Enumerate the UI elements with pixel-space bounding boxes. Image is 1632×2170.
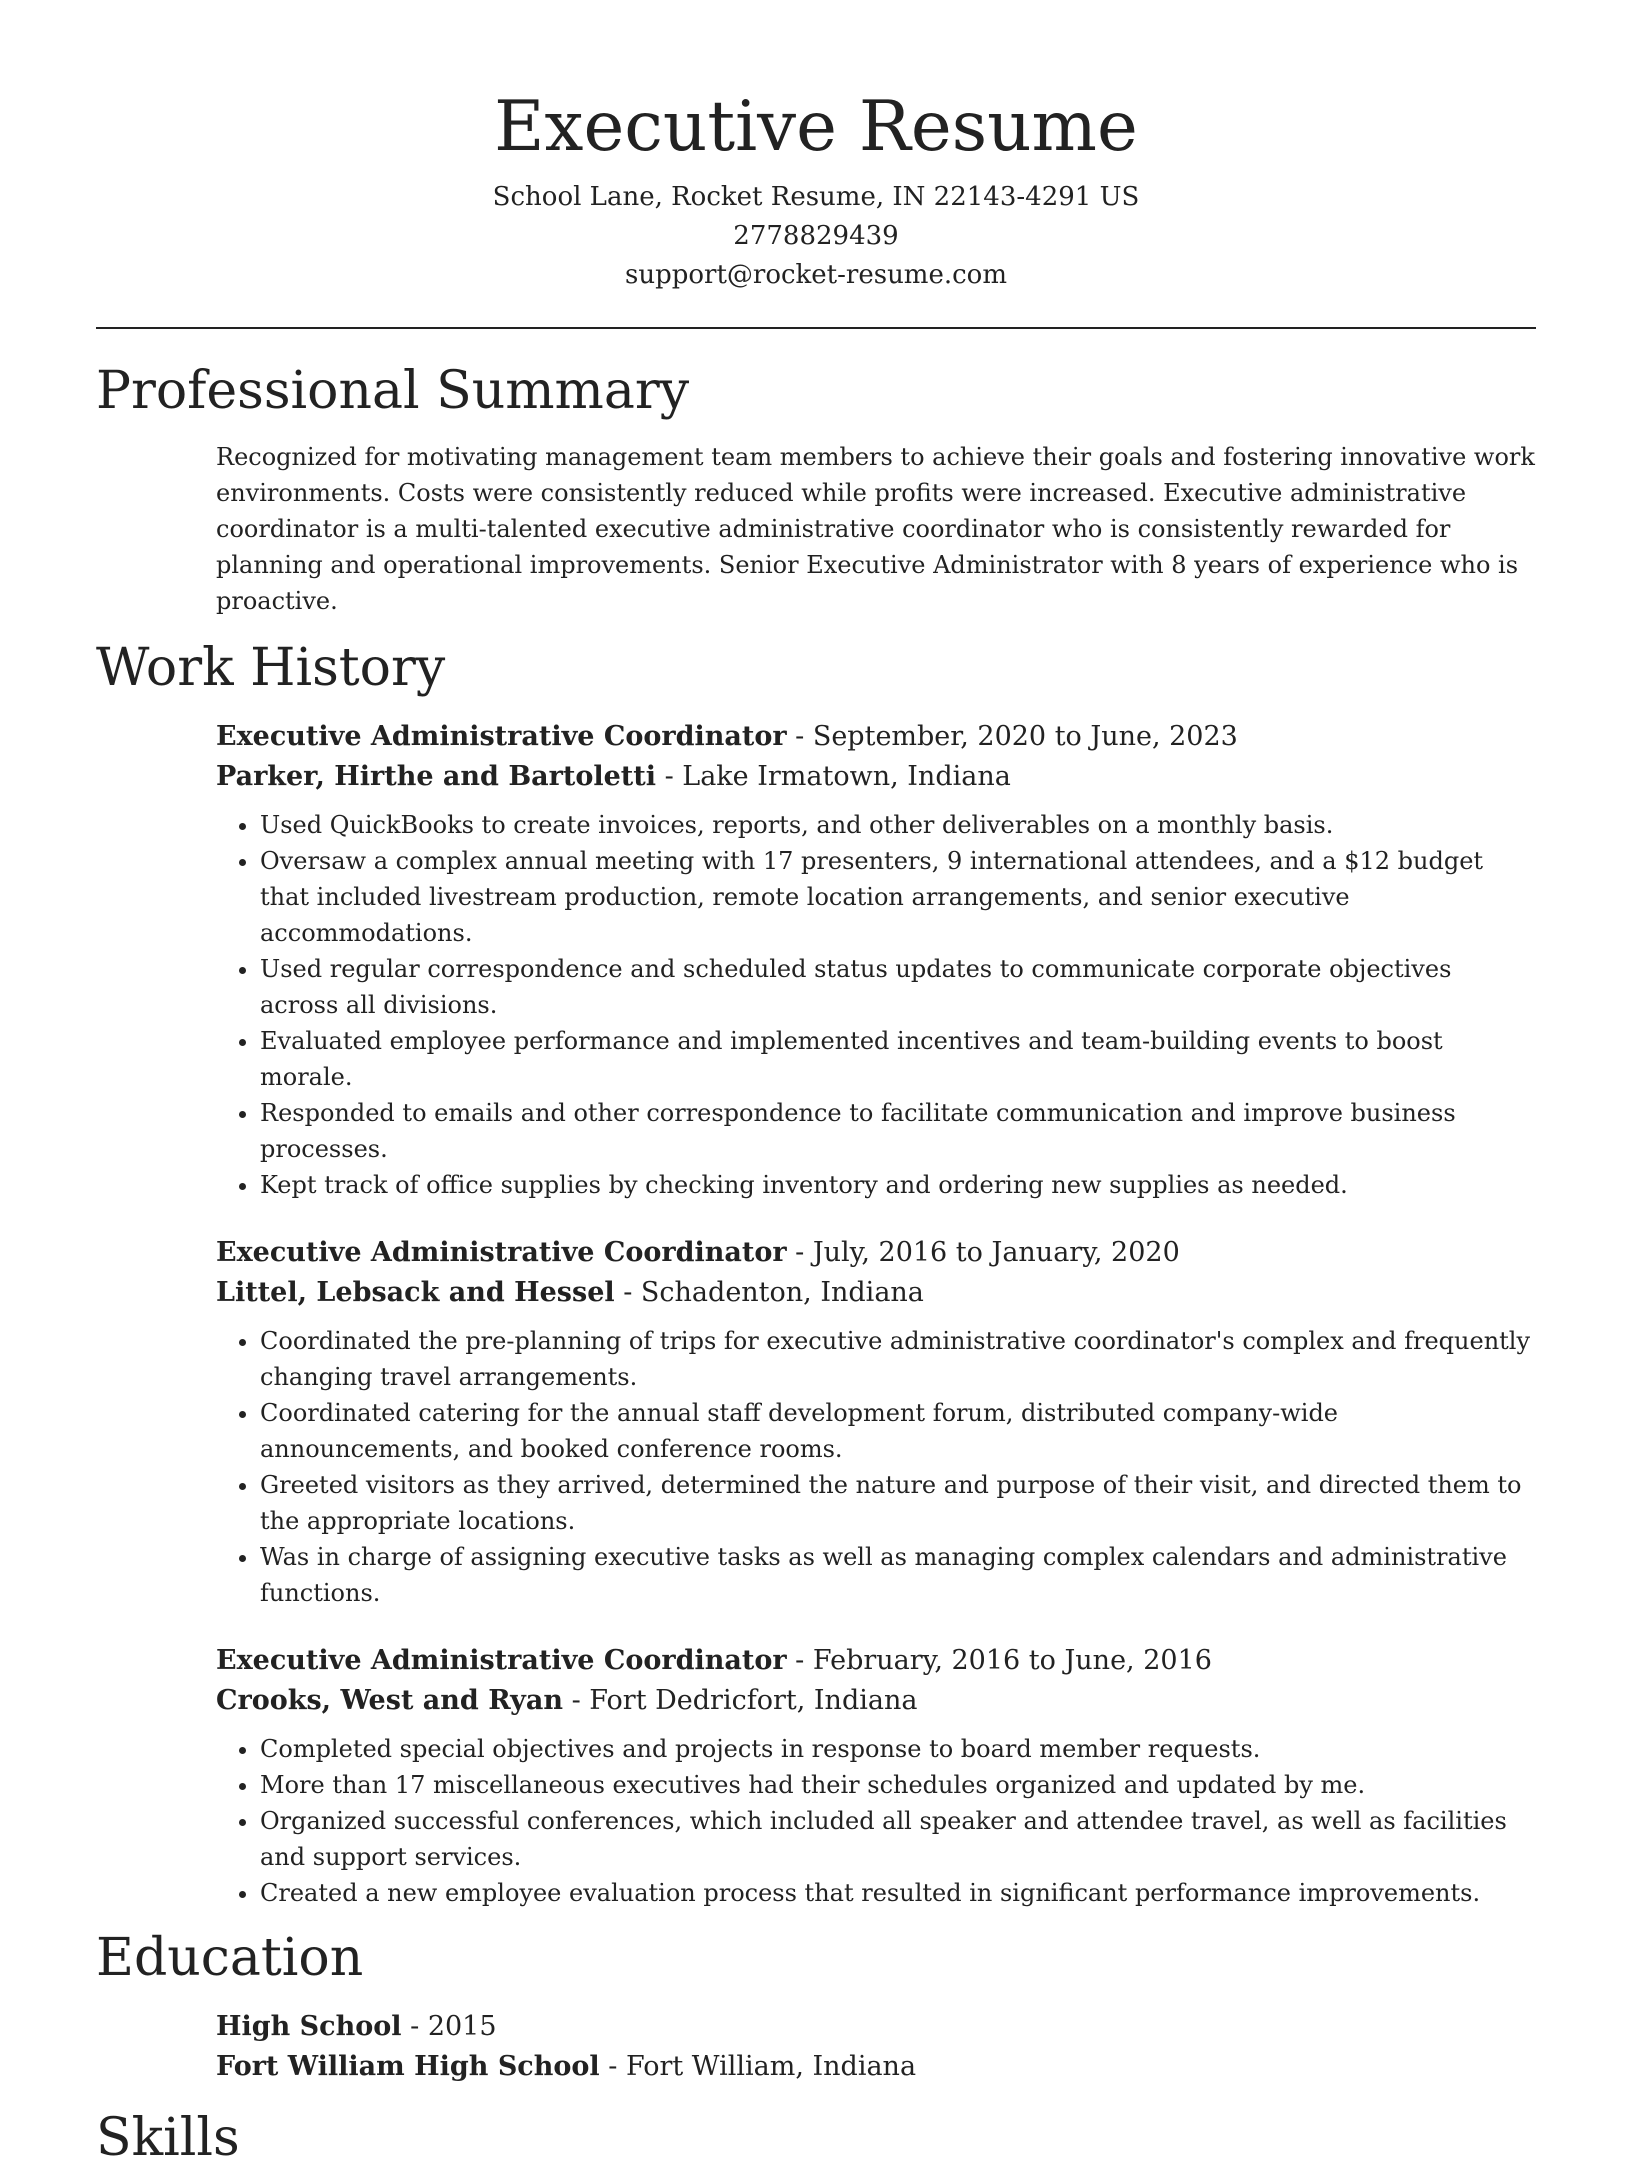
summary-heading: Professional Summary (96, 361, 690, 421)
duty-item: • Used QuickBooks to create invoices, reports, and other deliverables on a monthly basis. (260, 807, 1536, 843)
duty-item: • Greeted visitors as they arrived, determined the nature and purpose of their visit, and directed them to the appropriate locations. (260, 1467, 1536, 1539)
job-entry (96, 1641, 1536, 1911)
education-degree-line (216, 2007, 1536, 2047)
job-location: - Schadenton, Indiana (614, 1277, 924, 1308)
education-year: - 2015 (401, 2011, 497, 2042)
education-entry (96, 2007, 1536, 2087)
job-location: - Lake Irmatown, Indiana (655, 761, 1011, 792)
job-company-line (216, 1681, 1536, 1721)
job-company: Crooks, West and Ryan (216, 1685, 563, 1716)
job-entry (96, 1233, 1536, 1611)
job-entry (96, 717, 1536, 1203)
summary-text: Recognized for motivating management team members to achieve their goals and fostering innovative work environments. Costs were consistently reduced while profits were increased. Executive administrative coordinator is a multi-talented executive administrative coordinator who is consistently rewarded for planning and operational improvements. Senior Executive Administrator with 8 years of experience who is proactive. (216, 443, 1535, 615)
job-company-line (216, 1273, 1536, 1313)
job-dates: - September, 2020 to June, 2023 (786, 721, 1238, 752)
job-location: - Fort Dedricfort, Indiana (563, 1685, 918, 1716)
duty-item: • Created a new employee evaluation process that resulted in significant performance improvements. (260, 1875, 1536, 1911)
job-company: Parker, Hirthe and Bartoletti (216, 761, 656, 792)
job-duties-list (216, 1323, 1536, 1611)
duty-item: • Evaluated employee performance and implemented incentives and team-building events to boost morale. (260, 1023, 1536, 1095)
duty-item: • Oversaw a complex annual meeting with 17 presenters, 9 international attendees, and a $12 budget that included livestream production, remote location arrangements, and senior executive accommodations. (260, 843, 1536, 951)
duty-item: • Organized successful conferences, which included all speaker and attendee travel, as well as facilities and support services. (260, 1803, 1536, 1875)
job-role: Executive Administrative Coordinator (216, 721, 787, 752)
duty-item: • Completed special objectives and projects in response to board member requests. (260, 1731, 1536, 1767)
job-duties-list (216, 807, 1536, 1203)
job-title-line (216, 1641, 1536, 1681)
work-history-section (96, 636, 1536, 1911)
phone: 2778829439 (733, 221, 899, 251)
education-degree: High School (216, 2011, 402, 2042)
work-history-heading: Work History (96, 638, 446, 698)
job-role: Executive Administrative Coordinator (216, 1645, 787, 1676)
skills-heading: Skills (96, 2108, 240, 2168)
job-dates: - July, 2016 to January, 2020 (786, 1237, 1180, 1268)
duty-item: • Responded to emails and other correspondence to facilitate communication and improve business processes. (260, 1095, 1536, 1167)
job-company-line (216, 757, 1536, 797)
duty-item: • Kept track of office supplies by checking inventory and ordering new supplies as needed. (260, 1167, 1536, 1203)
header-divider (96, 327, 1536, 329)
education-school: Fort William High School (216, 2051, 600, 2082)
duty-item: • More than 17 miscellaneous executives had their schedules organized and updated by me. (260, 1767, 1536, 1803)
education-location: - Fort William, Indiana (599, 2051, 917, 2082)
job-role: Executive Administrative Coordinator (216, 1237, 787, 1268)
education-heading: Education (96, 1928, 364, 1988)
candidate-name: Executive Resume (494, 87, 1138, 167)
address: School Lane, Rocket Resume, IN 22143-4291 US (492, 182, 1140, 212)
job-company: Littel, Lebsack and Hessel (216, 1277, 615, 1308)
duty-item: • Coordinated catering for the annual staff development forum, distributed company-wide announcements, and booked conference rooms. (260, 1395, 1536, 1467)
duty-item: • Was in charge of assigning executive tasks as well as managing complex calendars and administrative functions. (260, 1539, 1536, 1611)
email: support@rocket-resume.com (624, 260, 1007, 290)
education-section (96, 1926, 1536, 2087)
contact-info (96, 178, 1536, 295)
job-title-line (216, 1233, 1536, 1273)
education-school-line (216, 2047, 1536, 2087)
summary-section (96, 359, 1536, 619)
duty-item: • Used regular correspondence and scheduled status updates to communicate corporate objectives across all divisions. (260, 951, 1536, 1023)
resume-header (96, 0, 1536, 295)
job-duties-list (216, 1731, 1536, 1911)
job-title-line (216, 717, 1536, 757)
job-dates: - February, 2016 to June, 2016 (786, 1645, 1212, 1676)
duty-item: • Coordinated the pre-planning of trips for executive administrative coordinator's complex and frequently changing travel arrangements. (260, 1323, 1536, 1395)
skills-section (96, 2106, 1536, 2170)
